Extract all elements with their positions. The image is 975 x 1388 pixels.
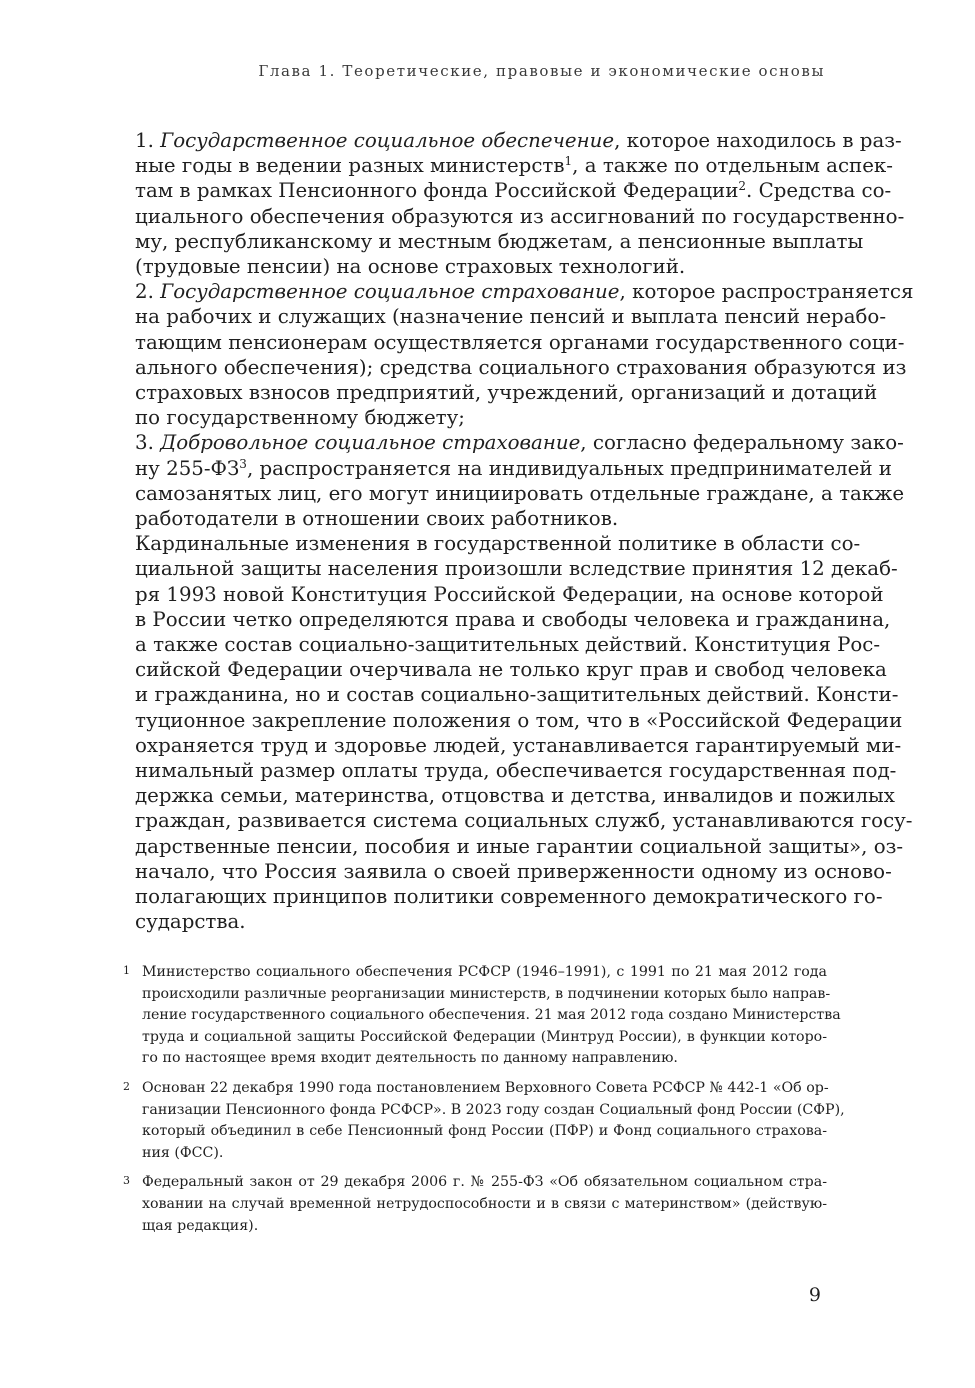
footnote-ref-2[interactable]: 2	[738, 179, 747, 194]
footnote-ref-1[interactable]: 1	[564, 154, 573, 169]
running-header: Глава 1. Теоретические, правовые и экономические основы	[258, 62, 825, 80]
paragraph-state-social-security: 1. Государственное социальное обеспечение, которое находилось в раз- ные годы в ведении разных министерств$^1$, а также по отдельным аспек- там в рамках Пенсионного фонда Российской Федерации$^2$. Средства со- циального обеспечения образуются из ассигнований по государственно- му, республиканскому и местным бюджетам, а пенсионные выплаты (трудовые пенсии) на основе страховых технологий.	[135, 129, 905, 279]
footnote-3: 3 Федеральный закон от 29 декабря 2006 г. № 255-ФЗ «Об обязательном социальном стра- ховании на случай временной нетрудоспособности и в связи с материнством» (действую- щая редакция).	[113, 1172, 827, 1237]
list-number: 1.	[135, 129, 154, 152]
paragraph-constitution: Кардинальные изменения в государственной политике в области со- циальной защиты населения произошли вследствие принятия 12 декаб- ря 1993 новой Конституция Российской Федерации, на основе которой в России четко определяются права и свободы человека и гражданина, а также состав социально-защитительных действий. Конституция Рос- сийской Федерации очерчивала не только круг прав и свобод человека и гражданина, но и состав социально-защитительных действий. Консти- туционное закрепление положения о том, что в «Российской Федерации охраняется труд и здоровье людей, устанавливается гарантируемый ми- нимальный размер оплаты труда, обеспечивается государственная под- держка семьи, материнства, отцовства и детства, инвалидов и пожилых граждан, развивается система социальных служб, устанавливаются госу- дарственные пенсии, пособия и иные гарантии социальной защиты», оз- начало, что Россия заявила о своей приверженности одному из осново- полагающих принципов политики современного демократического го- сударства.	[135, 532, 913, 934]
footnote-marker: 1	[123, 964, 130, 977]
paragraph-voluntary-social-insurance: 3. Добровольное социальное страхование, согласно федеральному зако- ну $255-ФЗ^3$, распространяется на индивидуальных предпринимателей и самозанятых лиц, его могут инициировать отдельные граждане, а также работодатели в отношении своих работников.	[135, 431, 905, 531]
footnote-1: 1 Министерство социального обеспечения РСФСР (1946–1991), с 1991 по 21 мая 2012 года происходили различные реорганизации министерств, в подчинении которых было направ- ление государственного социального обеспечения. 21 мая 2012 года создано Министерства труда и социальной защиты Российской Федерации (Минтруд России), в функции которо- го по настоящее время входит деятельность по данному направлению.	[113, 962, 827, 1070]
page-number: 9	[808, 1284, 821, 1306]
footnotes	[113, 962, 845, 1245]
footnote-2: 2 Основан 22 декабря 1990 года постановлением Верховного Совета РСФСР № 442-1 «Об ор- ганизации Пенсионного фонда РСФСР». В 2023 году создан Социальный фонд России (СФР), который объединил в себе Пенсионный фонд России (ПФР) и Фонд социального страхова- ния (ФСС).	[113, 1078, 827, 1164]
list-number: 3.	[135, 431, 154, 455]
list-number: 2.	[135, 280, 154, 304]
term-voluntary-social-insurance: Добровольное социальное страхование	[160, 431, 581, 455]
footnote-marker: 2	[123, 1079, 130, 1093]
footnote-marker: 3	[123, 1174, 130, 1188]
main-text	[113, 128, 914, 935]
term-state-social-insurance: Государственное социальное страхование	[160, 280, 620, 304]
term-state-social-security: Государственное социальное обеспечение	[160, 129, 615, 152]
footnote-ref-3[interactable]: 3	[239, 456, 247, 471]
paragraph-state-social-insurance: 2. Государственное социальное страхование, которое распространяется на рабочих и служащих (назначение пенсий и выплата пенсий нерабо- тающим пенсионерам осуществляется органами государственного соци- ального обеспечения); средства социального страхования образуются из страховых взносов предприятий, учреждений, организаций и дотаций по государственному бюджету;	[135, 280, 914, 430]
